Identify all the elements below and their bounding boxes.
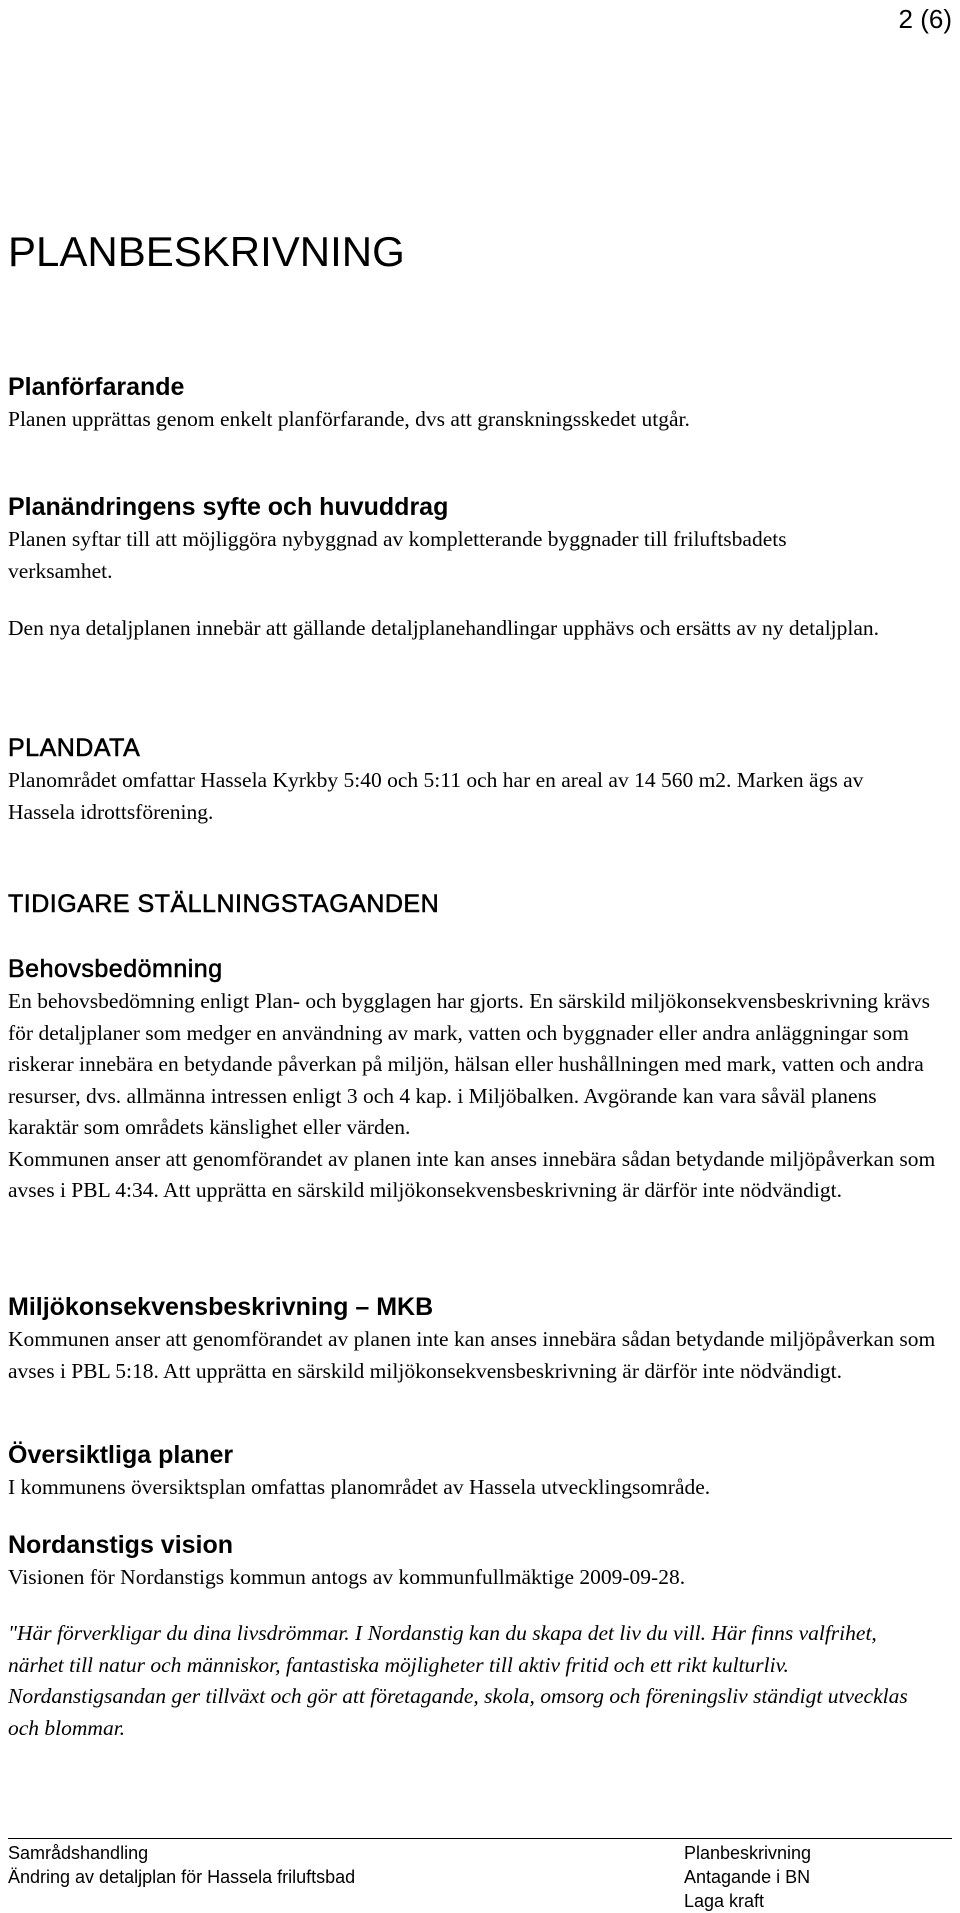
section-oversiktliga [8,1438,952,1504]
quote-text: "Här förverkligar du dina livsdrömmar. I Nordanstig kan du skapa det liv du vill. Här finns valfrihet, närhet till natur och människor, fantastiska möjligheter till aktiv fritid och ett rikt kulturliv. Nordanstigsandan ger tillväxt och gör att företagande, skola, omsorg och föreningsliv ständigt utvecklas och blommar. [8,1621,908,1740]
section-text: Planen syftar till att möjliggöra nybyggnad av kompletterande byggnader till friluftsbadets verksamhet. [8,527,787,583]
section-syfte-continued [8,613,952,645]
footer-left [8,1841,355,1889]
footer-doc-type: Planbeskrivning [684,1843,812,1863]
section-heading: TIDIGARE STÄLLNINGSTAGANDEN [8,890,440,918]
section-tidigare [8,887,952,921]
section-behovsbedomning [8,952,952,1207]
footer-adoption: Antagande i BN [684,1867,811,1887]
section-text: Planen upprättas genom enkelt planförfarande, dvs att granskningsskedet utgår. [8,407,690,431]
section-heading: Planändringens syfte och huvuddrag [8,493,449,521]
footer-legal: Laga kraft [684,1891,765,1911]
vision-quote [8,1618,952,1744]
section-heading: Miljökonsekvensbeskrivning – MKB [8,1293,434,1321]
section-heading: Nordanstigs vision [8,1531,234,1559]
section-heading: PLANDATA [8,734,141,762]
page-number: 2 (6) [898,4,952,34]
section-heading: Översiktliga planer [8,1441,234,1469]
section-vision [8,1528,952,1594]
section-text: En behovsbedömning enligt Plan- och bygglagen har gjorts. En särskild miljökonsekvensbeskrivning krävs för detaljplaner som medger en användning av mark, vatten och byggnader eller andra anläggningar som riskerar innebära en betydande påverkan på miljön, hälsan eller hushållningen med mark, vatten och andra resurser, dvs. allmänna intressen enligt 3 och 4 kap. i Miljöbalken. Avgörande kan vara såväl planens karaktär som områdets känslighet eller värden. [8,989,930,1139]
page-footer [8,1838,952,1911]
section-mkb [8,1290,952,1387]
section-text: Kommunen anser att genomförandet av planen inte kan anses innebära sådan betydande miljöpåverkan som avses i PBL 5:18. Att upprätta en särskild miljökonsekvensbeskrivning är därför inte nödvändigt. [8,1327,936,1383]
section-heading: Planförfarande [8,373,185,401]
footer-right [684,1841,811,1913]
section-planforfarande [8,370,952,436]
document-title: PLANBESKRIVNING [8,228,405,275]
section-heading: Behovsbedömning [8,955,223,983]
section-plandata [8,731,952,828]
section-text: Planområdet omfattar Hassela Kyrkby 5:40 och 5:11 och har en areal av 14 560 m2. Marken ägs av Hassela idrottsförening. [8,768,864,824]
footer-status: Samrådshandling [8,1843,149,1863]
section-text: Kommunen anser att genomförandet av planen inte kan anses innebära sådan betydande miljöpåverkan som avses i PBL 4:34. Att upprätta en särskild miljökonsekvensbeskrivning är därför inte nödvändigt. [8,1146,936,1202]
section-syfte [8,490,952,587]
section-text: Den nya detaljplanen innebär att gällande detaljplanehandlingar upphävs och ersätts av ny detaljplan. [8,616,880,640]
footer-project: Ändring av detaljplan för Hassela friluftsbad [8,1867,356,1887]
section-text: Visionen för Nordanstigs kommun antogs av kommunfullmäktige 2009-09-28. [8,1565,686,1589]
section-text: I kommunens översiktsplan omfattas planområdet av Hassela utvecklingsområde. [8,1475,711,1499]
